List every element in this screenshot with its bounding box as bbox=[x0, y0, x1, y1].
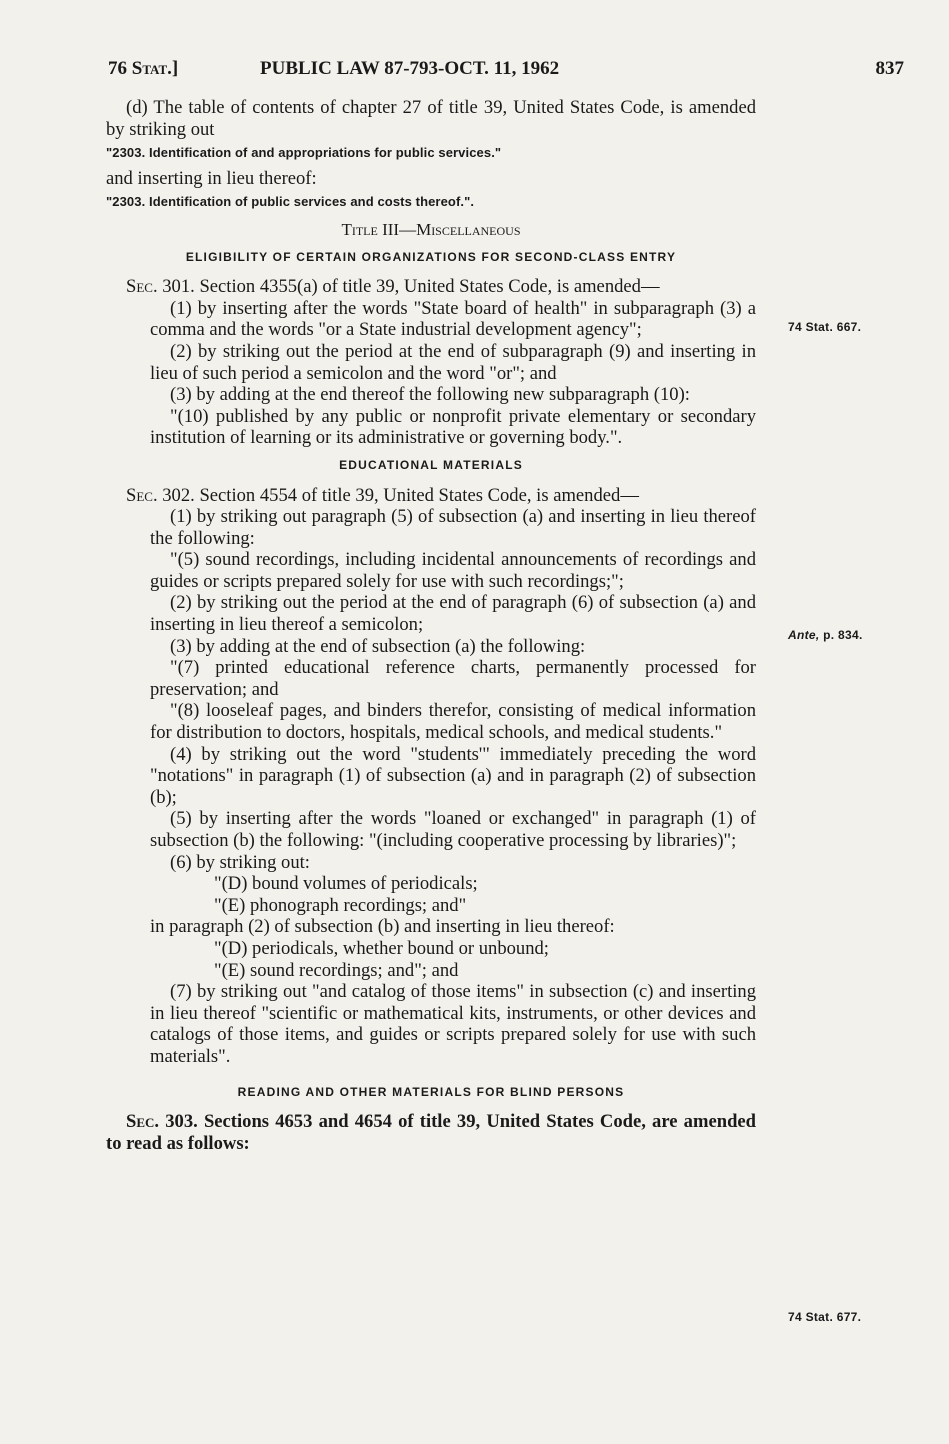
section-302-quote-6e-new: "(E) sound recordings; and"; and bbox=[214, 959, 459, 981]
margin-note-ante-italic: Ante, bbox=[788, 628, 820, 642]
section-302-text: 302. Section 4554 of title 39, United States Code, is amended— bbox=[157, 484, 639, 506]
section-301-item-2: (2) by striking out the period at the end of subparagraph (9) and inserting in lieu of such period a semicolon and the word "or"; and bbox=[150, 340, 756, 384]
quoted-entry-old: "2303. Identification of and appropriations for public services." bbox=[106, 145, 502, 161]
paragraph-inserting: and inserting in lieu thereof: bbox=[106, 167, 317, 189]
header-bracket: ] bbox=[171, 58, 179, 79]
heading-blind-persons: READING AND OTHER MATERIALS FOR BLIND PERSONS bbox=[237, 1084, 625, 1099]
header-stat-label: Stat. bbox=[131, 58, 172, 79]
title-iii-heading: Title III—Miscellaneous bbox=[341, 219, 521, 239]
document-body bbox=[106, 97, 756, 1154]
section-301-item-3: (3) by adding at the end thereof the following new subparagraph (10): bbox=[170, 384, 690, 406]
section-302-quote-5: "(5) sound recordings, including incidental announcements of recordings and guides or scripts prepared solely for use with such recordings;"; bbox=[150, 549, 756, 592]
section-301 bbox=[106, 276, 756, 298]
section-302-item-5: (5) by inserting after the words "loaned or exchanged" in paragraph (1) of subsection (b) the following: "(including cooperative processing by libraries)"; bbox=[150, 808, 756, 851]
section-301-item-1: (1) by inserting after the words "State board of health" in subparagraph (3) a comma and the words "or a State industrial development agency"; bbox=[150, 297, 756, 341]
section-302-quote-8: "(8) looseleaf pages, and binders therefor, consisting of medical information for distribution to doctors, hospitals, medical schools, and medical students." bbox=[150, 700, 756, 744]
heading-second-class-entry: ELIGIBILITY OF CERTAIN ORGANIZATIONS FOR SECOND-CLASS ENTRY bbox=[185, 249, 677, 264]
section-302-item-6-continued: in paragraph (2) of subsection (b) and inserting in lieu thereof: bbox=[150, 916, 615, 938]
margin-note-stat-677: 74 Stat. 677. bbox=[788, 1310, 862, 1324]
paragraph-d: (d) The table of contents of chapter 27 of title 39, United States Code, is amended by striking out bbox=[106, 97, 756, 140]
quoted-entry-new: "2303. Identification of public services and costs thereof.". bbox=[106, 194, 475, 210]
page-number: 837 bbox=[875, 58, 904, 79]
section-302-quote-6d-new: "(D) periodicals, whether bound or unbound; bbox=[214, 937, 549, 959]
section-302-item-1: (1) by striking out paragraph (5) of subsection (a) and inserting in lieu thereof the following: bbox=[150, 506, 756, 549]
section-302-label: Sec. bbox=[126, 484, 158, 506]
section-302-item-7: (7) by striking out "and catalog of those items" in subsection (c) and inserting in lieu thereof "scientific or mathematical kits, instruments, or other devices and catalogs of those items, and guides or scripts prepared solely for use with such materials". bbox=[150, 981, 756, 1067]
section-301-text: 301. Section 4355(a) of title 39, United States Code, is amended— bbox=[157, 276, 660, 298]
heading-educational-materials: EDUCATIONAL MATERIALS bbox=[339, 457, 523, 472]
margin-note-ante bbox=[788, 628, 863, 642]
section-303 bbox=[106, 1111, 756, 1154]
section-303-label: Sec. bbox=[126, 1111, 160, 1133]
header-citation bbox=[108, 58, 178, 80]
section-302-quote-6d: "(D) bound volumes of periodicals; bbox=[214, 873, 478, 895]
section-302 bbox=[106, 485, 756, 507]
section-302-quote-7: "(7) printed educational reference charts, permanently processed for preservation; and bbox=[150, 657, 756, 700]
section-302-item-6: (6) by striking out: bbox=[170, 851, 310, 873]
margin-note-ante-page: p. 834. bbox=[819, 628, 863, 642]
margin-note-stat-667: 74 Stat. 667. bbox=[788, 320, 862, 334]
header-title: PUBLIC LAW 87-793-OCT. 11, 1962 bbox=[260, 58, 560, 79]
section-302-item-2: (2) by striking out the period at the end of paragraph (6) of subsection (a) and inserting in lieu thereof a semicolon; bbox=[150, 592, 756, 636]
section-303-text: 303. Sections 4653 and 4654 of title 39, United States Code, are amended to read as follows: bbox=[106, 1111, 756, 1154]
section-302-quote-6e: "(E) phonograph recordings; and" bbox=[214, 894, 467, 916]
header-volume: 76 bbox=[108, 58, 127, 79]
section-301-quote-10: "(10) published by any public or nonprofit private elementary or secondary institution of learning or its administrative or governing body.". bbox=[150, 405, 756, 449]
section-302-item-3: (3) by adding at the end of subsection (a) the following: bbox=[170, 635, 586, 657]
section-302-item-4: (4) by striking out the word "students'" immediately preceding the word "notations" in paragraph (1) of subsection (a) and in paragraph (2) of subsection (b); bbox=[150, 743, 756, 808]
section-301-label: Sec. bbox=[126, 276, 158, 298]
running-header bbox=[108, 58, 904, 88]
